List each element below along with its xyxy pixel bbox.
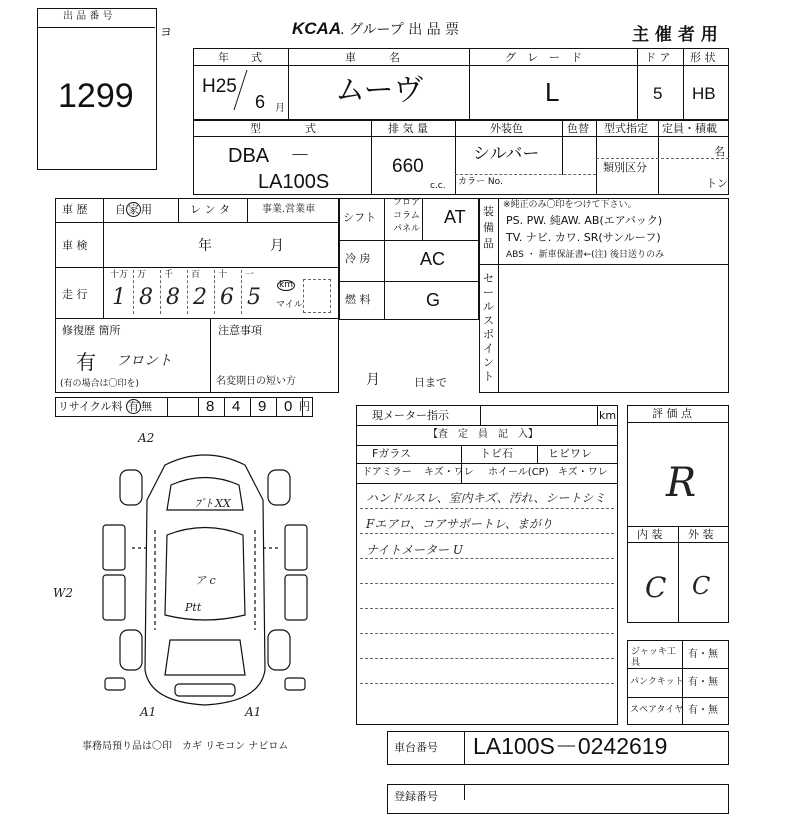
mileage-digit: 6 — [220, 285, 234, 310]
disp-label: 排 気 量 — [388, 122, 428, 135]
shift-opt-floor: フロア — [393, 198, 421, 208]
recycle-digit: 8 — [206, 398, 215, 415]
repair-note: (有の場合は〇印を) — [60, 379, 140, 389]
puncture-label: パンクキット — [630, 677, 684, 687]
body-note-2: Ptt — [185, 601, 202, 614]
meter-km-unit: km — [599, 409, 617, 422]
door-label: ド ア — [645, 51, 671, 64]
equipment-line-2: TV. ナビ. カワ. SR(サンルーフ) — [506, 231, 661, 244]
roof-note: ﾌﾟﾄ XX — [195, 497, 231, 510]
change-month-unit: 月 — [366, 372, 380, 388]
sales-point-label: セールスポイント — [483, 272, 494, 383]
shaken-month-unit: 月 — [270, 238, 284, 254]
shamei-label: 車 名 — [345, 51, 400, 64]
wheel-opts: キズ・ワレ — [558, 467, 608, 478]
capacity-label: 定員・積載 — [662, 122, 717, 135]
repair-location: フロント — [116, 353, 172, 369]
exterior-score: C — [692, 572, 711, 600]
recycle-label: リサイクル料 有 無 — [58, 400, 152, 413]
mark-a2: A2 — [138, 431, 155, 445]
model-code: LA100S — [258, 171, 330, 193]
recycle-digit: 9 — [258, 398, 267, 415]
equipment-line-3: ABS ・ 新車保証書←(注) 後日送りのみ — [506, 250, 665, 260]
inspector-note-2: Fエアロ、コアサポートレ、まがり — [366, 517, 553, 531]
model-dash: － — [290, 145, 310, 167]
mileage-km-label: km — [279, 280, 293, 290]
chassis-number: LA100S－0242619 — [473, 733, 668, 759]
mirror-opts: キズ・ワレ — [424, 467, 474, 478]
mileage-unit-label: 一 — [245, 270, 255, 280]
nenshiki-label: 年 式 — [218, 51, 262, 64]
history-own: 自 家 用 — [115, 203, 152, 216]
door-value: 5 — [653, 84, 663, 103]
equipment-hint: ※純正のみ〇印をつけて下さい。 — [503, 200, 637, 210]
change-label: 名変期日の短い方 — [216, 376, 296, 387]
mark-w2: W2 — [53, 586, 73, 600]
shift-opt-panel: パネル — [393, 224, 421, 234]
equipment-block — [479, 198, 729, 393]
exterior-label: 外 装 — [688, 528, 714, 541]
puncture-opts: 有・無 — [688, 677, 718, 688]
color-value: シルバー — [473, 144, 540, 164]
year-month: 6 — [255, 92, 266, 112]
mileage-digit: 5 — [247, 285, 261, 310]
mileage-digit: 2 — [193, 285, 207, 310]
glass-opt-stone: トビ石 — [480, 447, 513, 460]
history-rental: レ ン タ — [190, 203, 230, 216]
change-day-unit: 日まで — [414, 376, 447, 389]
header-role: 主 催 者 用 — [632, 25, 718, 45]
cc-unit: c.c. — [430, 181, 446, 191]
recycle-digit: 0 — [284, 398, 293, 415]
car-name: ムーヴ — [335, 73, 424, 108]
lot-number: 1299 — [58, 77, 134, 115]
history-business: 事業.営業車 — [262, 204, 316, 215]
equipment-line-1: PS. PW. 純AW. AB(エアバック) — [506, 214, 663, 227]
jack-label: ジャッキ工具 — [631, 647, 676, 668]
mileage-label: 走 行 — [62, 288, 88, 301]
shift-opt-column: コラム — [393, 211, 420, 221]
glass-opt-crack: ヒビワレ — [548, 447, 592, 460]
shift-label: シフト — [343, 211, 376, 224]
recycle-unit: 円 — [299, 400, 310, 413]
mileage-unit-label: 十万 — [110, 270, 129, 280]
history-label: 車 歴 — [62, 203, 88, 216]
lot-label: 出 品 番 号 — [63, 11, 113, 22]
wheel-label: ホイール(CP) — [488, 467, 549, 478]
inspector-note-3: ナイトメーター U — [366, 543, 463, 557]
mileage-unit-label: 百 — [191, 270, 201, 280]
inner-color-label: 色替 — [567, 122, 589, 135]
aircon-value: AC — [420, 249, 446, 269]
header-title: . グループ 出 品 票 — [340, 22, 460, 38]
model-prefix: DBA — [228, 145, 270, 167]
mileage-digit: 8 — [139, 285, 153, 310]
month-unit: 月 — [275, 103, 285, 114]
mileage-unit-label: 千 — [164, 270, 174, 280]
grade-box-label: 評 価 点 — [652, 407, 692, 420]
shift-value: AT — [444, 207, 466, 227]
mark-a1-left: A1 — [140, 705, 157, 719]
interior-score: C — [645, 571, 667, 604]
registration-label: 登録番号 — [394, 790, 438, 803]
mileage-digit: 8 — [166, 285, 180, 310]
model-label: 型 式 — [250, 122, 316, 135]
meter-label: 現メーター指示 — [372, 409, 449, 422]
repair-label: 修復歴 箇所 — [62, 324, 121, 337]
grade-value: L — [545, 77, 560, 107]
registration-box — [387, 784, 729, 814]
glass-label: Fガラス — [372, 447, 411, 460]
fuel-value: G — [426, 290, 441, 310]
color-no-label: カラー No. — [458, 177, 503, 187]
fuel-label: 燃 料 — [345, 293, 371, 306]
lot-suffix: ヨ — [160, 25, 173, 39]
interior-label: 内 装 — [637, 528, 663, 541]
color-label: 外装色 — [490, 122, 523, 135]
equipment-label: 装備品 — [483, 205, 494, 250]
shape-value: HB — [692, 84, 716, 103]
grade-label: グ レ ー ド — [505, 51, 582, 64]
mileage-unit-label: 十 — [218, 270, 228, 280]
jack-opts: 有・無 — [688, 649, 718, 660]
displacement-value: 660 — [392, 156, 424, 177]
header-brand: KCAA — [292, 19, 342, 38]
office-label: 事務局預り品は〇印 カギ リモコン ナビロム — [82, 741, 289, 752]
shaken-label: 車 検 — [62, 239, 88, 252]
recycle-digit: 4 — [232, 398, 241, 415]
inspector-section-label: 【査 定 員 記 入】 — [428, 429, 538, 440]
caution-label: 注意事項 — [218, 324, 262, 337]
year-era: H25 — [202, 76, 237, 97]
mileage-digit: 1 — [112, 285, 126, 310]
body-note-1: ア c — [195, 574, 216, 587]
shape-label: 形 状 — [690, 51, 716, 64]
chassis-label: 車台番号 — [394, 741, 438, 754]
mirror-label: ドアミラー — [362, 467, 412, 478]
mileage-unit-label: 万 — [137, 270, 147, 280]
spec-label: 型式指定 — [604, 122, 648, 135]
lot-box — [37, 8, 157, 170]
spare-opts: 有・無 — [688, 705, 718, 716]
inspector-note-1: ハンドルスレ、室内キズ、汚れ、シートシミ — [366, 491, 606, 505]
aircon-label: 冷 房 — [345, 252, 371, 265]
mark-a1-right: A1 — [245, 705, 262, 719]
repair-value: 有 — [76, 350, 96, 374]
class-label: 類別区分 — [603, 161, 647, 174]
shaken-year-unit: 年 — [198, 238, 212, 254]
mileage-mile-label: マイル — [276, 300, 303, 310]
spare-label: スペアタイヤ — [630, 705, 684, 715]
grade-score: R — [666, 460, 697, 506]
ton-unit: トン — [706, 177, 728, 190]
persons-unit: 名 — [714, 145, 725, 158]
